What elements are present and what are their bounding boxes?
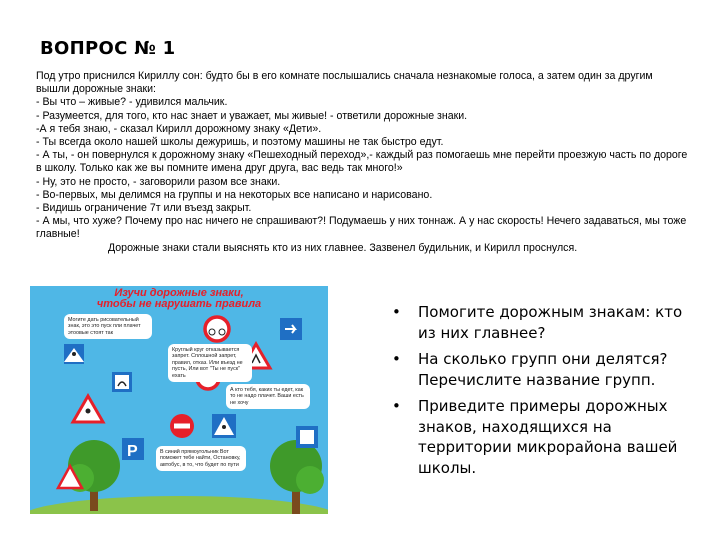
pedestrian-crossing-sign-icon — [64, 344, 84, 364]
poster-speech-bubble: А кто тебя, каких ты едет, как то не надо плачет. Ваши есть не хочу — [226, 384, 310, 409]
story-paragraph: - А мы, что хуже? Почему про нас ничего не спрашивают?! Подумаешь у них тоннаж. А у нас скорость! Нечего задаваться, мы тоже главные! — [36, 215, 687, 241]
no-entry-sign-icon — [170, 414, 194, 438]
story-text — [36, 70, 688, 255]
question-item — [392, 302, 692, 343]
poster-speech-bubble: Круглый круг отказывается запрет. Сплошной запрет, правил, отказ. Или въезд не пусть, Или вот "Ты не пуск" ехать — [168, 344, 252, 382]
grass-shape — [30, 496, 328, 514]
question-item — [392, 396, 692, 478]
story-paragraph: - А ты, - он повернулся к дорожному знаку «Пешеходный переход»,- каждый раз помогаешь мне перейти проезжую часть по дороге в школу. Только как же вы помните имена друг друга, вас ведь так много!» — [36, 149, 688, 175]
story-paragraph: Под утро приснился Кириллу сон: будто бы в его комнате послышались сначала незнакомые голоса, а затем один за другим вышли дорожные знаки: — [36, 70, 653, 96]
story-paragraph: - Ну, это не просто, - заговорили разом все знаки. — [36, 175, 281, 188]
crosswalk-sign-icon — [212, 414, 236, 438]
no-bicycle-sign-icon — [205, 317, 229, 341]
svg-text:P: P — [127, 443, 138, 460]
poster-speech-bubble: В синий прямоугольник Вот поможет тебе найти, Остановку, автобус, в то, что будет по пути — [156, 446, 246, 471]
story-paragraph: - Ты всегда около нашей школы дежуришь, и поэтому машины не так быстро едут. — [36, 136, 444, 149]
bullet-icon: • — [392, 350, 401, 368]
blue-square-sign-icon — [280, 318, 302, 340]
story-paragraph: - Разумеется, для того, кто нас знает и уважает, мы живые! - ответили дорожные знаки. — [36, 109, 468, 122]
question-text: На сколько групп они делятся? Перечислите название групп. — [418, 350, 668, 389]
question-list — [392, 302, 692, 484]
story-paragraph: - Во-первых, мы делимся на группы и на некоторых все написано и нарисовано. — [36, 188, 433, 201]
story-paragraph: - Вы что – живые? - удивился мальчик. — [36, 96, 228, 109]
phone-sign-icon — [112, 372, 132, 392]
parking-sign-icon — [122, 438, 144, 460]
question-text: Приведите примеры дорожных знаков, находящихся на территории микрорайона вашей школы. — [418, 397, 678, 477]
bullet-icon: • — [392, 303, 401, 321]
question-item — [392, 349, 692, 390]
bullet-icon: • — [392, 397, 401, 415]
blue-info-sign-icon — [296, 426, 318, 448]
question-title: ВОПРОС № 1 — [40, 38, 176, 59]
story-paragraph: -А я тебя знаю, - сказал Кирилл дорожному знаку «Дети». — [36, 122, 322, 135]
story-paragraph: Дорожные знаки стали выяснять кто из них главнее. Зазвенел будильник, и Кирилл проснулся. — [108, 241, 578, 254]
children-warning-sign-icon — [73, 396, 103, 422]
poster-speech-bubble: Могите дать рисовательный знак, это это пуск пли плачет этоовые стоят так — [64, 314, 152, 339]
road-signs-poster — [30, 286, 328, 514]
story-paragraph: - Видишь ограничение 7т или въезд закрыт. — [36, 202, 252, 215]
poster-title: Изучи дорожные знаки, чтобы не нарушать правила — [96, 287, 262, 310]
question-text: Помогите дорожным знакам: кто из них главнее? — [418, 303, 683, 342]
